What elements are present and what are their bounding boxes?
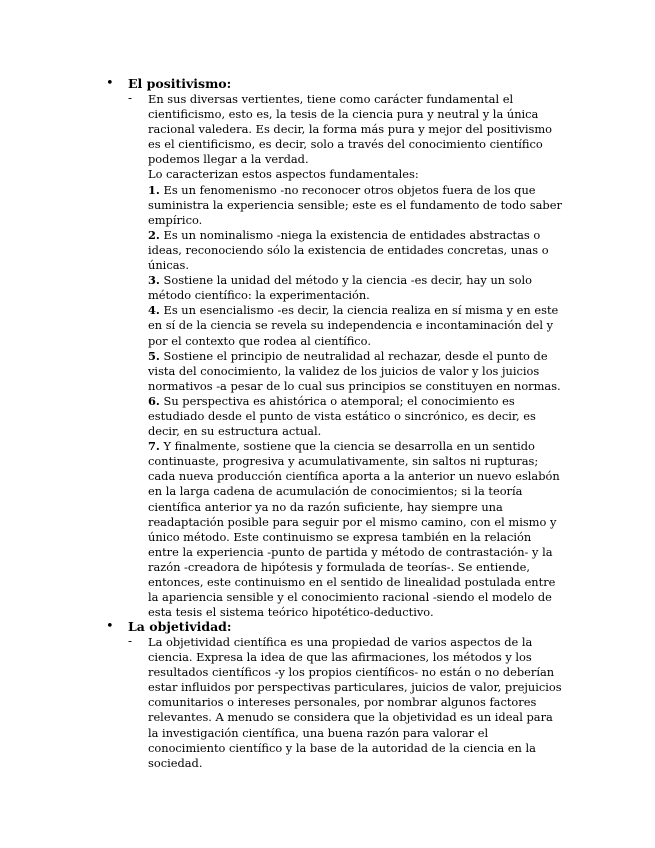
item-number: 2. bbox=[148, 227, 160, 242]
item-text: Su perspectiva es ahistórica o atemporal; el conocimiento es estudiado desde el punto de vista estático o sincrónico, es decir, es decir, en su estructura actual. bbox=[148, 393, 536, 439]
list-item bbox=[148, 228, 564, 273]
item-number: 1. bbox=[148, 182, 160, 197]
item-text: Es un nominalismo -niega la existencia de entidades abstractas o ideas, reconociendo sólo la existencia de entidades concretas, unas o únicas. bbox=[148, 227, 549, 273]
section-body bbox=[148, 635, 564, 771]
item-text: Sostiene la unidad del método y la ciencia -es decir, hay un solo método científico: la experimentación. bbox=[148, 273, 532, 303]
bullet-marker: • bbox=[106, 619, 114, 634]
item-number: 3. bbox=[148, 273, 160, 288]
dash-marker: - bbox=[128, 634, 133, 648]
section-heading: El positivismo: bbox=[128, 76, 232, 91]
dash-marker: - bbox=[128, 91, 133, 105]
intro-paragraph: En sus diversas vertientes, tiene como carácter fundamental el cientificismo, esto es, la tesis de la ciencia pura y neutral y la única racional valedera. Es decir, la forma más pura y mejor del positivismo es el cientificismo, es decir, solo a través del conocimiento científico podemos llegar a la verdad. bbox=[148, 92, 553, 167]
list-item bbox=[148, 349, 564, 394]
item-text: Y finalmente, sostiene que la ciencia se desarrolla en un sentido continuaste, progresiva y acumulativamente, sin saltos ni rupturas; cada nueva producción científica aporta a la anterior un nuevo eslabón en la larga cadena de acumulación de conocimientos; si la teoría científica anterior ya no da razón suficiente, hay siempre una readaptación posible para seguir por el mismo camino, con el mismo y único método. Este continuismo se expresa también en la relación entre la experiencia -punto de partida y método de contrastación- y la razón -creadora de hipótesis y formulada de teorías-. Se entiende, entonces, este continuismo en el sentido de linealidad postulada entre la apariencia sensible y el conocimiento racional -siendo el modelo de esta tesis el sistema teórico hipotético-deductivo. bbox=[148, 439, 560, 620]
list-item bbox=[148, 183, 564, 228]
lead-paragraph: Lo caracterizan estos aspectos fundamentales: bbox=[148, 167, 419, 182]
item-text: Es un esencialismo -es decir, la ciencia realiza en sí misma y en este en sí de la ciencia se revela su independencia e incontaminación del y por el contexto que rodea al científico. bbox=[148, 303, 559, 348]
list-item bbox=[148, 303, 564, 348]
bullet-marker: • bbox=[106, 76, 114, 91]
item-number: 7. bbox=[148, 439, 160, 454]
item-number: 4. bbox=[148, 303, 160, 318]
item-text: Es un fenomenismo -no reconocer otros objetos fuera de los que suministra la experiencia sensible; este es el fundamento de todo saber empírico. bbox=[148, 182, 562, 227]
section-heading: La objetividad: bbox=[128, 619, 232, 634]
item-number: 5. bbox=[148, 348, 160, 363]
list-item bbox=[148, 273, 564, 303]
list-item bbox=[148, 394, 564, 439]
section-body bbox=[148, 92, 564, 620]
item-text: Sostiene el principio de neutralidad al rechazar, desde el punto de vista del conocimiento, la validez de los juicios de valor y los juicios normativos -a pesar de lo cual sus principios se constituyen en normas. bbox=[148, 348, 561, 393]
item-number: 6. bbox=[148, 393, 160, 408]
intro-paragraph: La objetividad científica es una propiedad de varios aspectos de la ciencia. Expresa la idea de que las afirmaciones, los métodos y los resultados científicos -y los propios científicos- no están o no deberían estar influidos por perspectivas particulares, juicios de valor, prejuicios comunitarios o intereses personales, por nombrar algunos factores relevantes. A menudo se considera que la objetividad es un ideal para la investigación científica, una buena razón para valorar el conocimiento científico y la base de la autoridad de la ciencia en la sociedad. bbox=[148, 635, 562, 770]
list-item bbox=[148, 439, 564, 620]
